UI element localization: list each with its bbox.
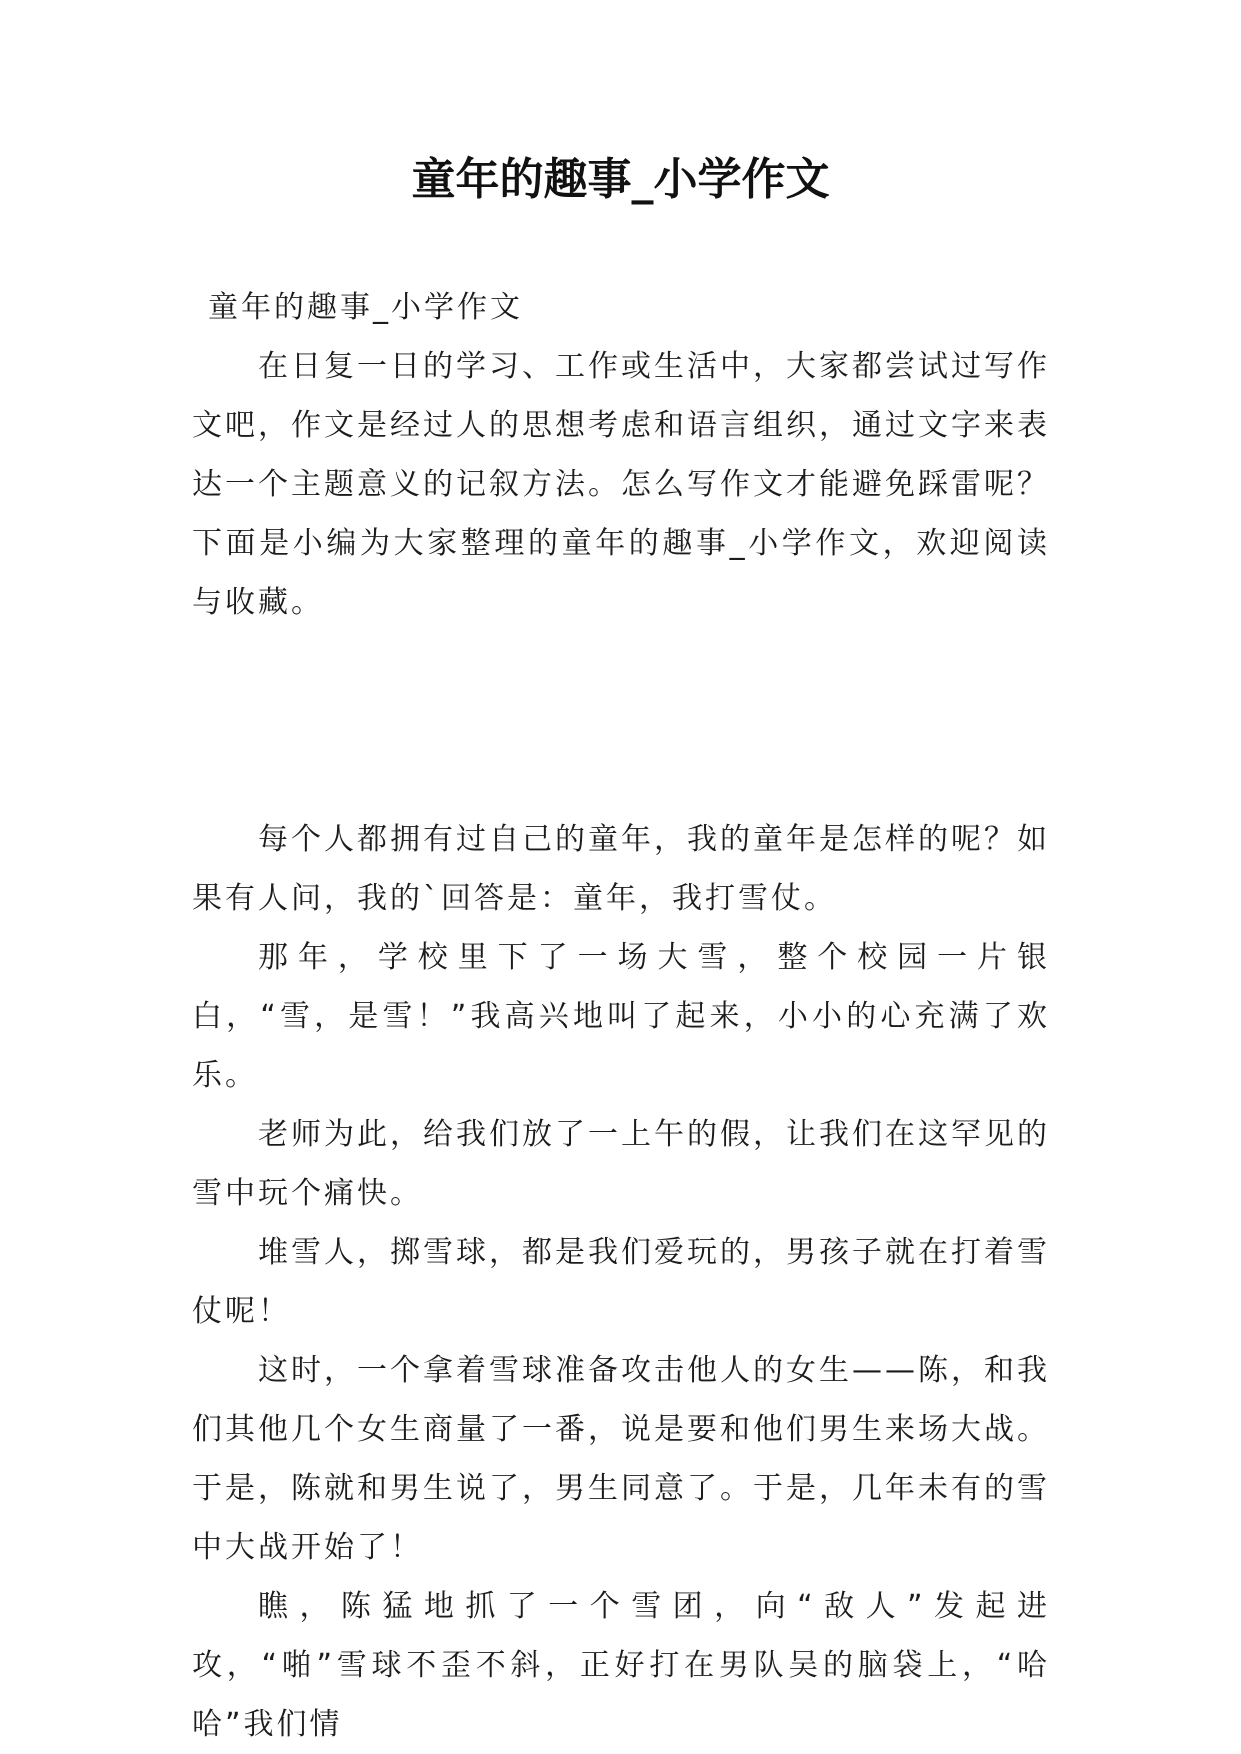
section-gap xyxy=(192,632,1050,810)
body-paragraph: 那年，学校里下了一场大雪，整个校园一片银白，“雪，是雪！”我高兴地叫了起来，小小的心充满了欢乐。 xyxy=(192,940,1050,1093)
intro-paragraph: 在日复一日的学习、工作或生活中，大家都尝试过写作文吧，作文是经过人的思想考虑和语言组织，通过文字来表达一个主题意义的记叙方法。怎么写作文才能避免踩雷呢？下面是小编为大家整理的童年的趣事_小学作文，欢迎阅读与收藏。 xyxy=(192,349,1050,620)
document-subtitle: 童年的趣事_小学作文 xyxy=(208,290,523,325)
body-paragraph: 每个人都拥有过自己的童年，我的童年是怎样的呢？如果有人问，我的`回答是：童年，我打雪仗。 xyxy=(192,822,1050,916)
body-paragraph: 这时，一个拿着雪球准备攻击他人的女生——陈，和我们其他几个女生商量了一番，说是要和他们男生来场大战。于是，陈就和男生说了，男生同意了。于是，几年未有的雪中大战开始了！ xyxy=(192,1353,1050,1565)
body-paragraph: 堆雪人，掷雪球，都是我们爱玩的，男孩子就在打着雪仗呢！ xyxy=(192,1235,1050,1329)
document-title: 童年的趣事_小学作文 xyxy=(411,154,830,205)
body-paragraph: 瞧，陈猛地抓了一个雪团，向“敌人”发起进攻，“啪”雪球不歪不斜，正好打在男队吴的脑袋上，“哈哈”我们情 xyxy=(192,1589,1050,1742)
document-body xyxy=(192,278,1050,1754)
body-paragraph: 老师为此，给我们放了一上午的假，让我们在这罕见的雪中玩个痛快。 xyxy=(192,1117,1050,1211)
